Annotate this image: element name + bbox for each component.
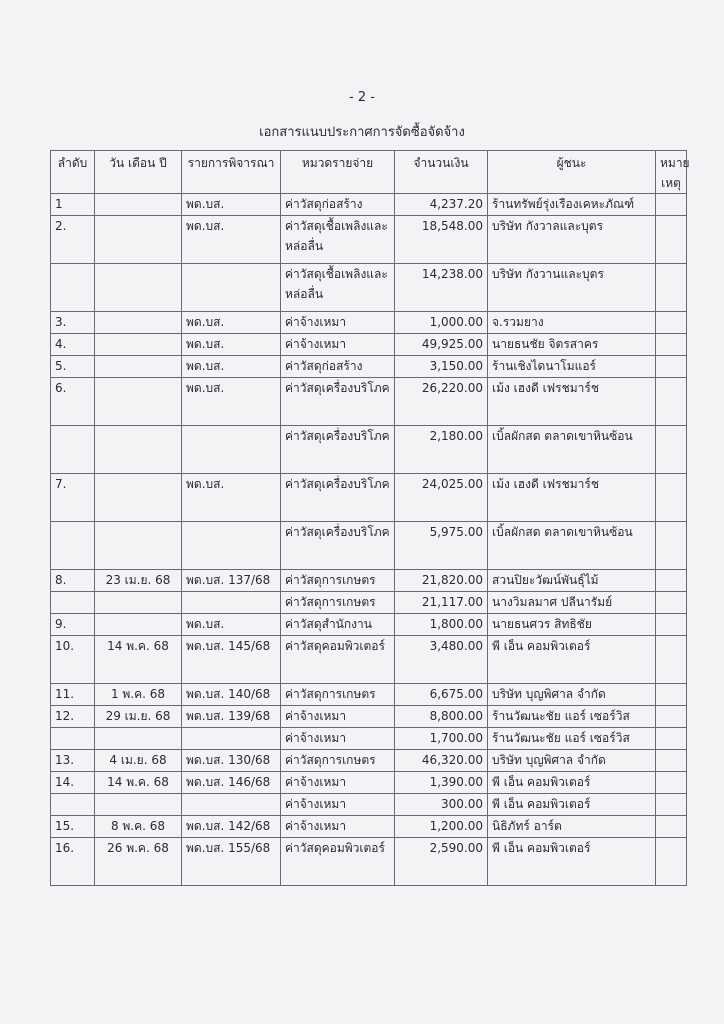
row-note [656,356,687,378]
row-reference: พด.บส. 145/68 [182,636,281,684]
table-row [51,816,687,838]
row-amount: 26,220.00 [395,378,488,426]
row-winner: เม้ง เฮงดี เฟรชมาร์ช [488,474,656,522]
row-note [656,684,687,706]
row-reference: พด.บส. 142/68 [182,816,281,838]
row-date [95,522,182,570]
row-note [656,522,687,570]
row-expense-category: ค่าวัสดุการเกษตร [281,750,395,772]
row-reference: พด.บส. 130/68 [182,750,281,772]
page-number: - 2 - [349,90,375,105]
table-row [51,636,687,684]
row-note [656,264,687,312]
table-row [51,728,687,750]
row-expense-category: ค่าจ้างเหมา [281,772,395,794]
row-date: 14 พ.ค. 68 [95,636,182,684]
table-row [51,334,687,356]
table-header-row [51,151,687,194]
row-expense-category: ค่าวัสดุคอมพิวเตอร์ [281,838,395,886]
table-row [51,522,687,570]
row-reference [182,426,281,474]
row-reference: พด.บส. [182,216,281,264]
row-reference [182,592,281,614]
row-number: 2. [51,216,95,264]
table-row [51,194,687,216]
row-number [51,522,95,570]
row-amount: 4,237.20 [395,194,488,216]
row-amount: 2,590.00 [395,838,488,886]
row-winner: พี เอ็น คอมพิวเตอร์ [488,772,656,794]
row-amount: 3,150.00 [395,356,488,378]
header-amount: จำนวนเงิน [395,151,488,194]
row-number: 5. [51,356,95,378]
row-date [95,426,182,474]
row-number: 1 [51,194,95,216]
table-row [51,216,687,264]
table-row [51,684,687,706]
row-amount: 46,320.00 [395,750,488,772]
row-note [656,614,687,636]
row-number: 14. [51,772,95,794]
row-winner: บริษัท บุญพิศาล จำกัด [488,750,656,772]
row-reference: พด.บส. 139/68 [182,706,281,728]
row-expense-category: ค่าวัสดุเชื้อเพลิงและหล่อลื่น [281,264,395,312]
row-expense-category: ค่าวัสดุเครื่องบริโภค [281,474,395,522]
row-note [656,378,687,426]
row-note [656,426,687,474]
table-row [51,794,687,816]
row-expense-category: ค่าวัสดุเชื้อเพลิงและหล่อลื่น [281,216,395,264]
row-note [656,216,687,264]
row-note [656,636,687,684]
table-row [51,592,687,614]
row-number: 12. [51,706,95,728]
row-date [95,728,182,750]
row-winner: เบิ้ลผักสด ตลาดเขาหินซ้อน [488,426,656,474]
row-amount: 3,480.00 [395,636,488,684]
row-note [656,750,687,772]
row-winner: เบิ้ลผักสด ตลาดเขาหินซ้อน [488,522,656,570]
header-date: วัน เดือน ปี [95,151,182,194]
header-reference: รายการพิจารณา [182,151,281,194]
row-expense-category: ค่าวัสดุก่อสร้าง [281,356,395,378]
row-reference: พด.บส. [182,378,281,426]
row-winner: ร้านวัฒนะชัย แอร์ เซอร์วิส [488,706,656,728]
table-row [51,356,687,378]
table-row [51,706,687,728]
row-winner: บริษัท บุญพิศาล จำกัด [488,684,656,706]
row-date [95,312,182,334]
row-number: 15. [51,816,95,838]
row-reference [182,522,281,570]
row-reference: พด.บส. [182,356,281,378]
row-amount: 1,200.00 [395,816,488,838]
row-number: 11. [51,684,95,706]
row-expense-category: ค่าจ้างเหมา [281,706,395,728]
row-reference: พด.บส. 146/68 [182,772,281,794]
header-note: หมาย เหตุ [656,151,687,194]
row-date: 29 เม.ย. 68 [95,706,182,728]
row-winner: สวนปิยะวัฒน์พันธุ์ไม้ [488,570,656,592]
row-number: 9. [51,614,95,636]
row-date: 4 เม.ย. 68 [95,750,182,772]
row-note [656,334,687,356]
row-reference [182,264,281,312]
row-winner: นายธนศวร สิทธิชัย [488,614,656,636]
row-expense-category: ค่าจ้างเหมา [281,334,395,356]
table-row [51,772,687,794]
row-reference [182,794,281,816]
row-date: 1 พ.ค. 68 [95,684,182,706]
row-expense-category: ค่าจ้างเหมา [281,728,395,750]
row-expense-category: ค่าวัสดุคอมพิวเตอร์ [281,636,395,684]
row-expense-category: ค่าวัสดุการเกษตร [281,684,395,706]
row-number: 13. [51,750,95,772]
row-winner: นายธนชัย จิตรสาคร [488,334,656,356]
table-row [51,838,687,886]
header-winner: ผู้ชนะ [488,151,656,194]
row-expense-category: ค่าวัสดุเครื่องบริโภค [281,522,395,570]
table-row [51,750,687,772]
row-date [95,592,182,614]
row-amount: 1,800.00 [395,614,488,636]
row-winner: ร้านเชิงไดนาโมแอร์ [488,356,656,378]
row-amount: 49,925.00 [395,334,488,356]
row-winner: ร้านวัฒนะชัย แอร์ เซอร์วิส [488,728,656,750]
row-winner: เม้ง เฮงดี เฟรชมาร์ช [488,378,656,426]
row-note [656,194,687,216]
table-row [51,614,687,636]
row-winner: พี เอ็น คอมพิวเตอร์ [488,794,656,816]
row-note [656,728,687,750]
row-note [656,838,687,886]
row-winner: พี เอ็น คอมพิวเตอร์ [488,838,656,886]
row-note [656,312,687,334]
row-date [95,794,182,816]
row-note [656,474,687,522]
row-reference: พด.บส. 140/68 [182,684,281,706]
row-note [656,592,687,614]
row-expense-category: ค่าจ้างเหมา [281,816,395,838]
row-number [51,728,95,750]
row-expense-category: ค่าวัสดุเครื่องบริโภค [281,426,395,474]
row-expense-category: ค่าวัสดุการเกษตร [281,592,395,614]
header-no: ลำดับ [51,151,95,194]
header-expense-category: หมวดรายจ่าย [281,151,395,194]
row-reference: พด.บส. [182,194,281,216]
row-date: 8 พ.ค. 68 [95,816,182,838]
row-winner: บริษัท กังวาลและบุตร [488,216,656,264]
row-number: 16. [51,838,95,886]
row-number [51,264,95,312]
row-note [656,794,687,816]
row-number: 6. [51,378,95,426]
table-row [51,264,687,312]
row-date [95,356,182,378]
row-winner: นิธิภัทร์ อาร์ต [488,816,656,838]
procurement-table [50,150,690,886]
row-reference [182,728,281,750]
row-number: 8. [51,570,95,592]
row-note [656,570,687,592]
row-amount: 1,000.00 [395,312,488,334]
row-date [95,614,182,636]
row-reference: พด.บส. [182,334,281,356]
table-row [51,426,687,474]
row-reference: พด.บส. 137/68 [182,570,281,592]
table-row [51,312,687,334]
row-date: 26 พ.ค. 68 [95,838,182,886]
row-amount: 21,117.00 [395,592,488,614]
row-amount: 6,675.00 [395,684,488,706]
row-winner: ร้านทรัพย์รุ่งเรืองเคหะภัณฑ์ [488,194,656,216]
row-date [95,334,182,356]
row-amount: 18,548.00 [395,216,488,264]
row-expense-category: ค่าจ้างเหมา [281,794,395,816]
row-reference: พด.บส. [182,614,281,636]
row-winner: จ.รวมยาง [488,312,656,334]
row-expense-category: ค่าวัสดุเครื่องบริโภค [281,378,395,426]
row-expense-category: ค่าวัสดุการเกษตร [281,570,395,592]
row-amount: 8,800.00 [395,706,488,728]
row-number [51,794,95,816]
row-number: 4. [51,334,95,356]
row-note [656,816,687,838]
document-title: เอกสารแนบประกาศการจัดซื้อจัดจ้าง [259,125,465,140]
row-expense-category: ค่าวัสดุก่อสร้าง [281,194,395,216]
row-amount: 1,700.00 [395,728,488,750]
row-number [51,426,95,474]
table-row [51,378,687,426]
row-number: 3. [51,312,95,334]
row-date [95,474,182,522]
row-date [95,216,182,264]
row-reference: พด.บส. 155/68 [182,838,281,886]
row-amount: 24,025.00 [395,474,488,522]
row-amount: 14,238.00 [395,264,488,312]
row-winner: บริษัท กังวานและบุตร [488,264,656,312]
row-number [51,592,95,614]
row-amount: 1,390.00 [395,772,488,794]
row-amount: 5,975.00 [395,522,488,570]
row-number: 10. [51,636,95,684]
row-expense-category: ค่าจ้างเหมา [281,312,395,334]
row-amount: 2,180.00 [395,426,488,474]
row-reference: พด.บส. [182,312,281,334]
table-row [51,474,687,522]
row-expense-category: ค่าวัสดุสำนักงาน [281,614,395,636]
row-date [95,194,182,216]
row-winner: นางวิมลมาศ ปลีนารัมย์ [488,592,656,614]
row-number: 7. [51,474,95,522]
row-date [95,378,182,426]
row-date [95,264,182,312]
row-date: 23 เม.ย. 68 [95,570,182,592]
row-amount: 300.00 [395,794,488,816]
row-amount: 21,820.00 [395,570,488,592]
table-row [51,570,687,592]
row-winner: พี เอ็น คอมพิวเตอร์ [488,636,656,684]
row-note [656,706,687,728]
row-note [656,772,687,794]
row-date: 14 พ.ค. 68 [95,772,182,794]
row-reference: พด.บส. [182,474,281,522]
